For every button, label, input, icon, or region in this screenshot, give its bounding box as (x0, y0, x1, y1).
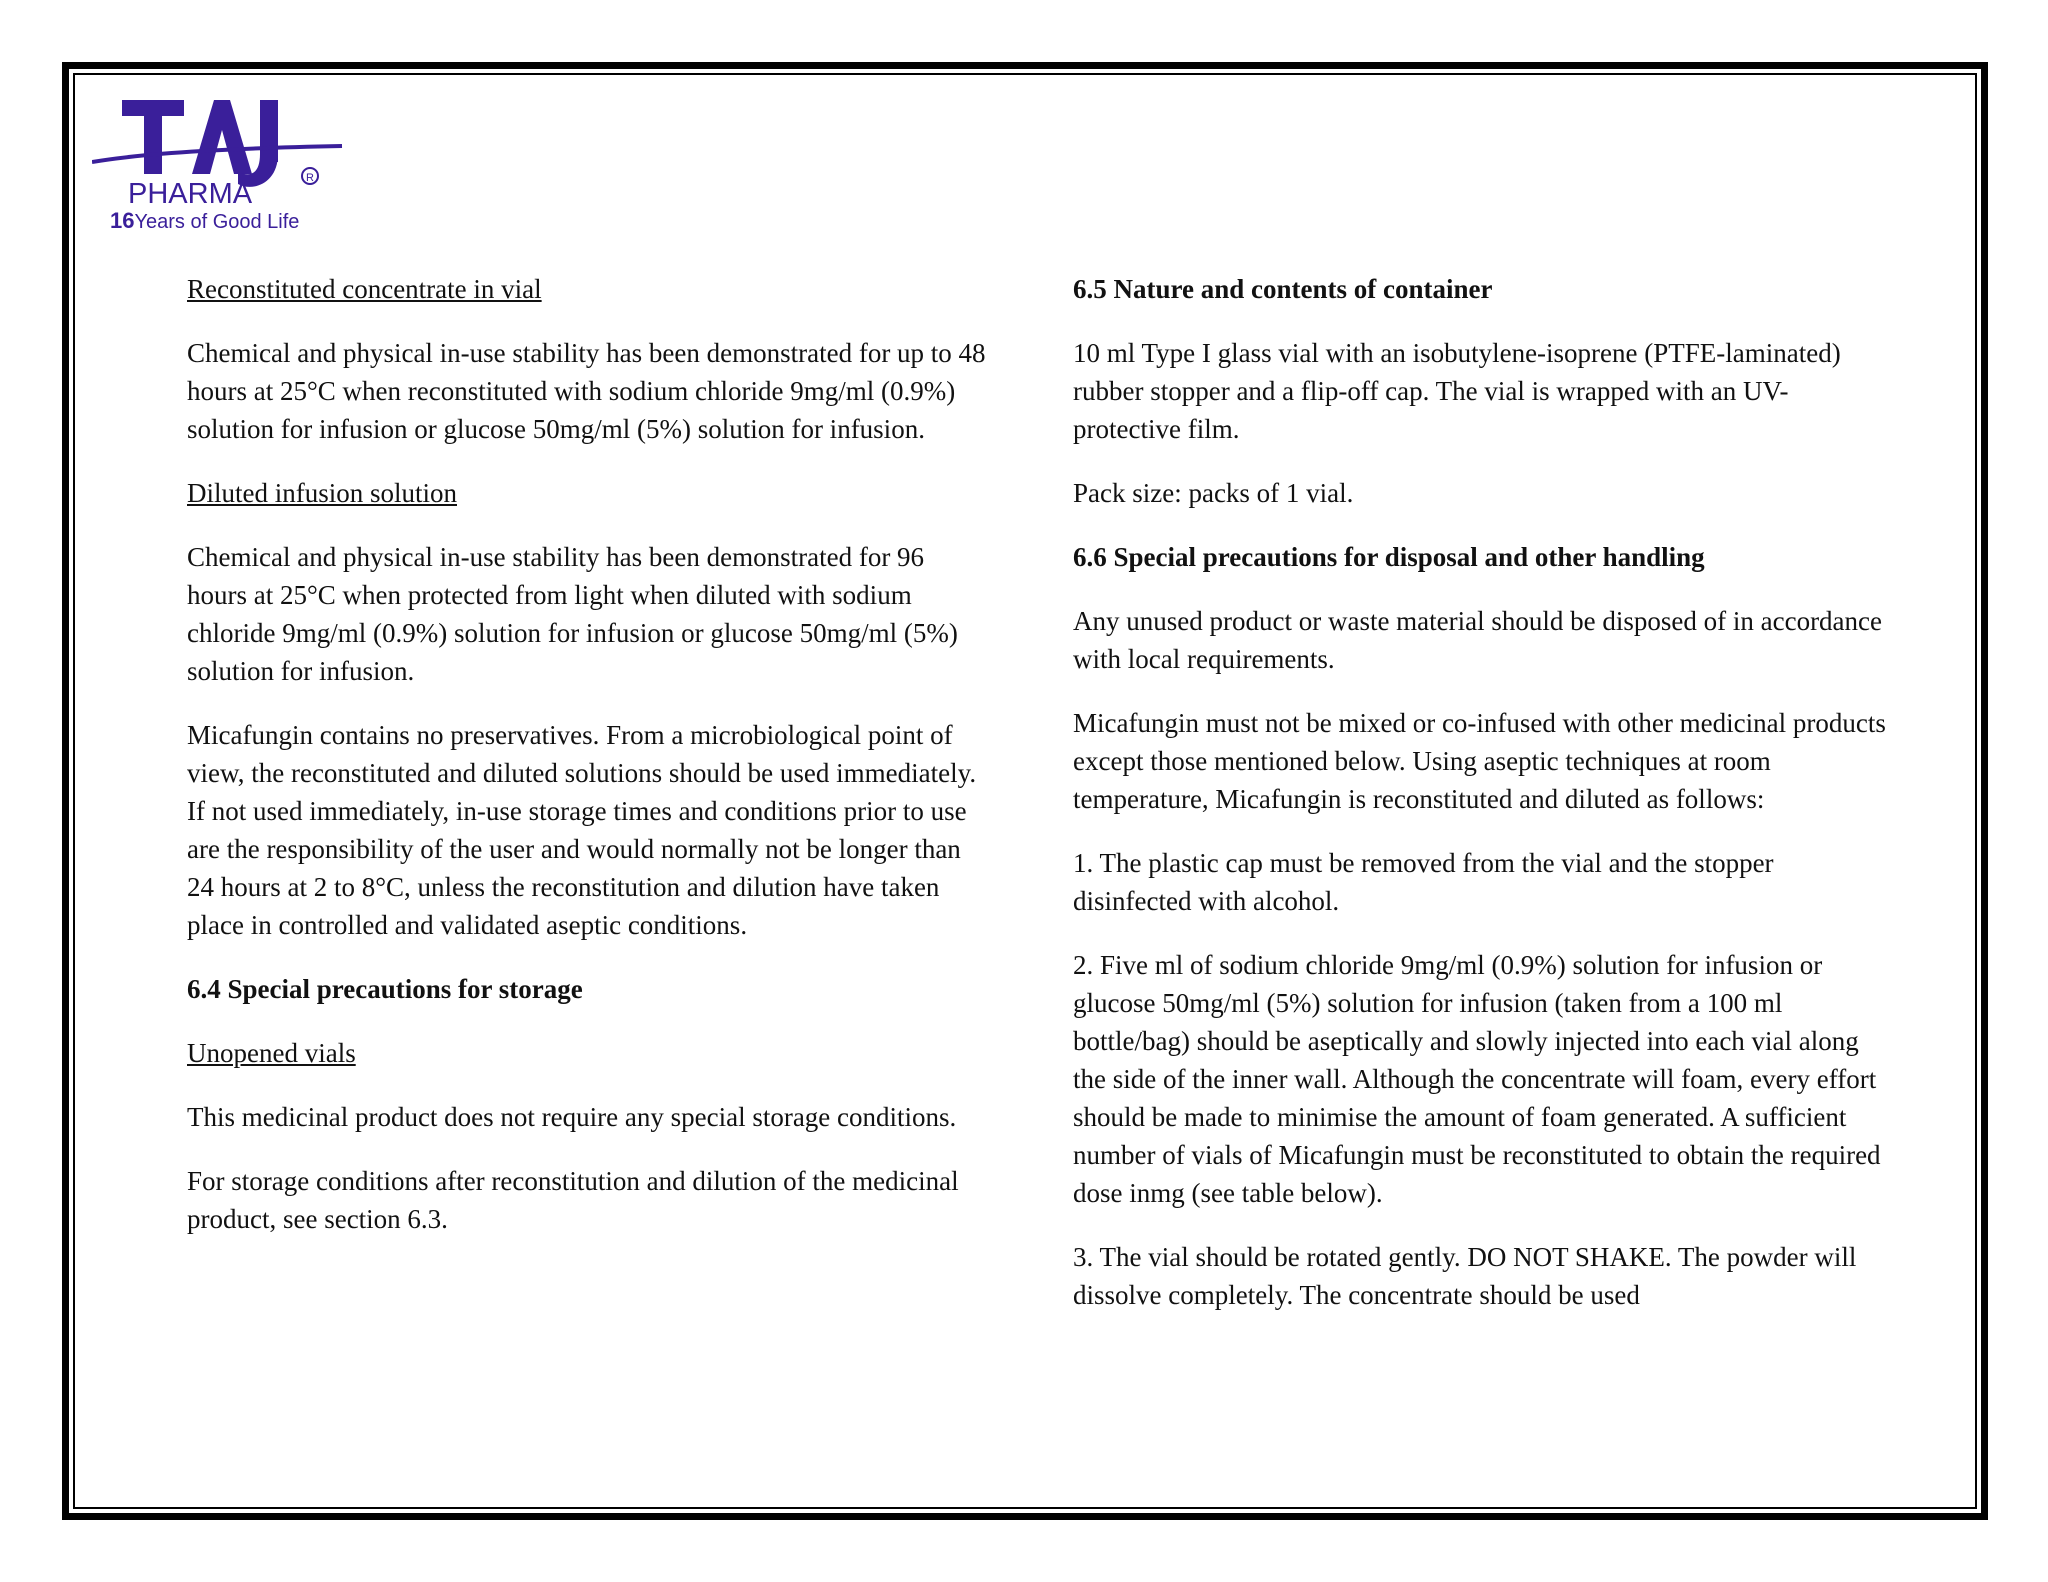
section-heading-6-4: 6.4 Special precautions for storage (187, 974, 583, 1004)
paragraph: Chemical and physical in-use stability has been demonstrated for 96 hours at 25°C when protected from light when diluted with sodium chloride 9mg/ml (0.9%) solution for infusion or glucose 50mg/ml (5%) solution for infusion. (187, 542, 958, 686)
paragraph: For storage conditions after reconstitution and dilution of the medicinal product, see section 6.3. (187, 1166, 959, 1234)
svg-text:R: R (306, 172, 314, 184)
taj-pharma-logo (92, 92, 352, 242)
paragraph: 1. The plastic cap must be removed from the vial and the stopper disinfected with alcohol. (1073, 848, 1774, 916)
logo-pharma-text: PHARMA (128, 178, 253, 210)
section-heading-6-6: 6.6 Special precautions for disposal and other handling (1073, 542, 1705, 572)
paragraph: 3. The vial should be rotated gently. DO NOT SHAKE. The powder will dissolve completely. The concentrate should be used (1073, 1242, 1857, 1310)
paragraph: Any unused product or waste material should be disposed of in accordance with local requirements. (1073, 606, 1883, 674)
logo-tagline (110, 210, 299, 232)
subheading-reconstituted: Reconstituted concentrate in vial (187, 274, 542, 304)
logo-tagline-number: 16 (110, 208, 135, 233)
subheading-unopened: Unopened vials (187, 1038, 356, 1068)
paragraph: Chemical and physical in-use stability has been demonstrated for up to 48 hours at 25°C when reconstituted with sodium chloride 9mg/ml (0.9%) solution for infusion or glucose 50mg/ml (5%) solution for infusion. (187, 338, 986, 444)
section-heading-6-5: 6.5 Nature and contents of container (1073, 274, 1493, 304)
paragraph: Micafungin must not be mixed or co-infused with other medicinal products except those mentioned below. Using aseptic techniques at room temperature, Micafungin is reconstituted and diluted as follows: (1073, 708, 1886, 814)
paragraph: This medicinal product does not require any special storage conditions. (187, 1102, 957, 1132)
subheading-diluted: Diluted infusion solution (187, 478, 457, 508)
paragraph: 10 ml Type I glass vial with an isobutylene-isoprene (PTFE-laminated) rubber stopper and a flip-off cap. The vial is wrapped with an UV-protective film. (1073, 338, 1841, 444)
paragraph: 2. Five ml of sodium chloride 9mg/ml (0.9%) solution for infusion or glucose 50mg/ml (5%) solution for infusion (taken from a 100 ml bottle/bag) should be aseptically and slowly injected into each vial along the side of the inner wall. Although the concentrate will foam, every effort should be made to minimise the amount of foam generated. A sufficient number of vials of Micafungin must be reconstituted to obtain the required dose inmg (see table below). (1073, 950, 1881, 1208)
right-column (1073, 270, 1893, 1340)
paragraph: Pack size: packs of 1 vial. (1073, 478, 1354, 508)
left-column (187, 270, 987, 1264)
logo-tagline-text: Years of Good Life (134, 211, 300, 233)
paragraph: Micafungin contains no preservatives. From a microbiological point of view, the reconstituted and diluted solutions should be used immediately. If not used immediately, in-use storage times and conditions prior to use are the responsibility of the user and would normally not be longer than 24 hours at 2 to 8°C, unless the reconstitution and dilution have taken place in controlled and validated aseptic conditions. (187, 720, 977, 940)
